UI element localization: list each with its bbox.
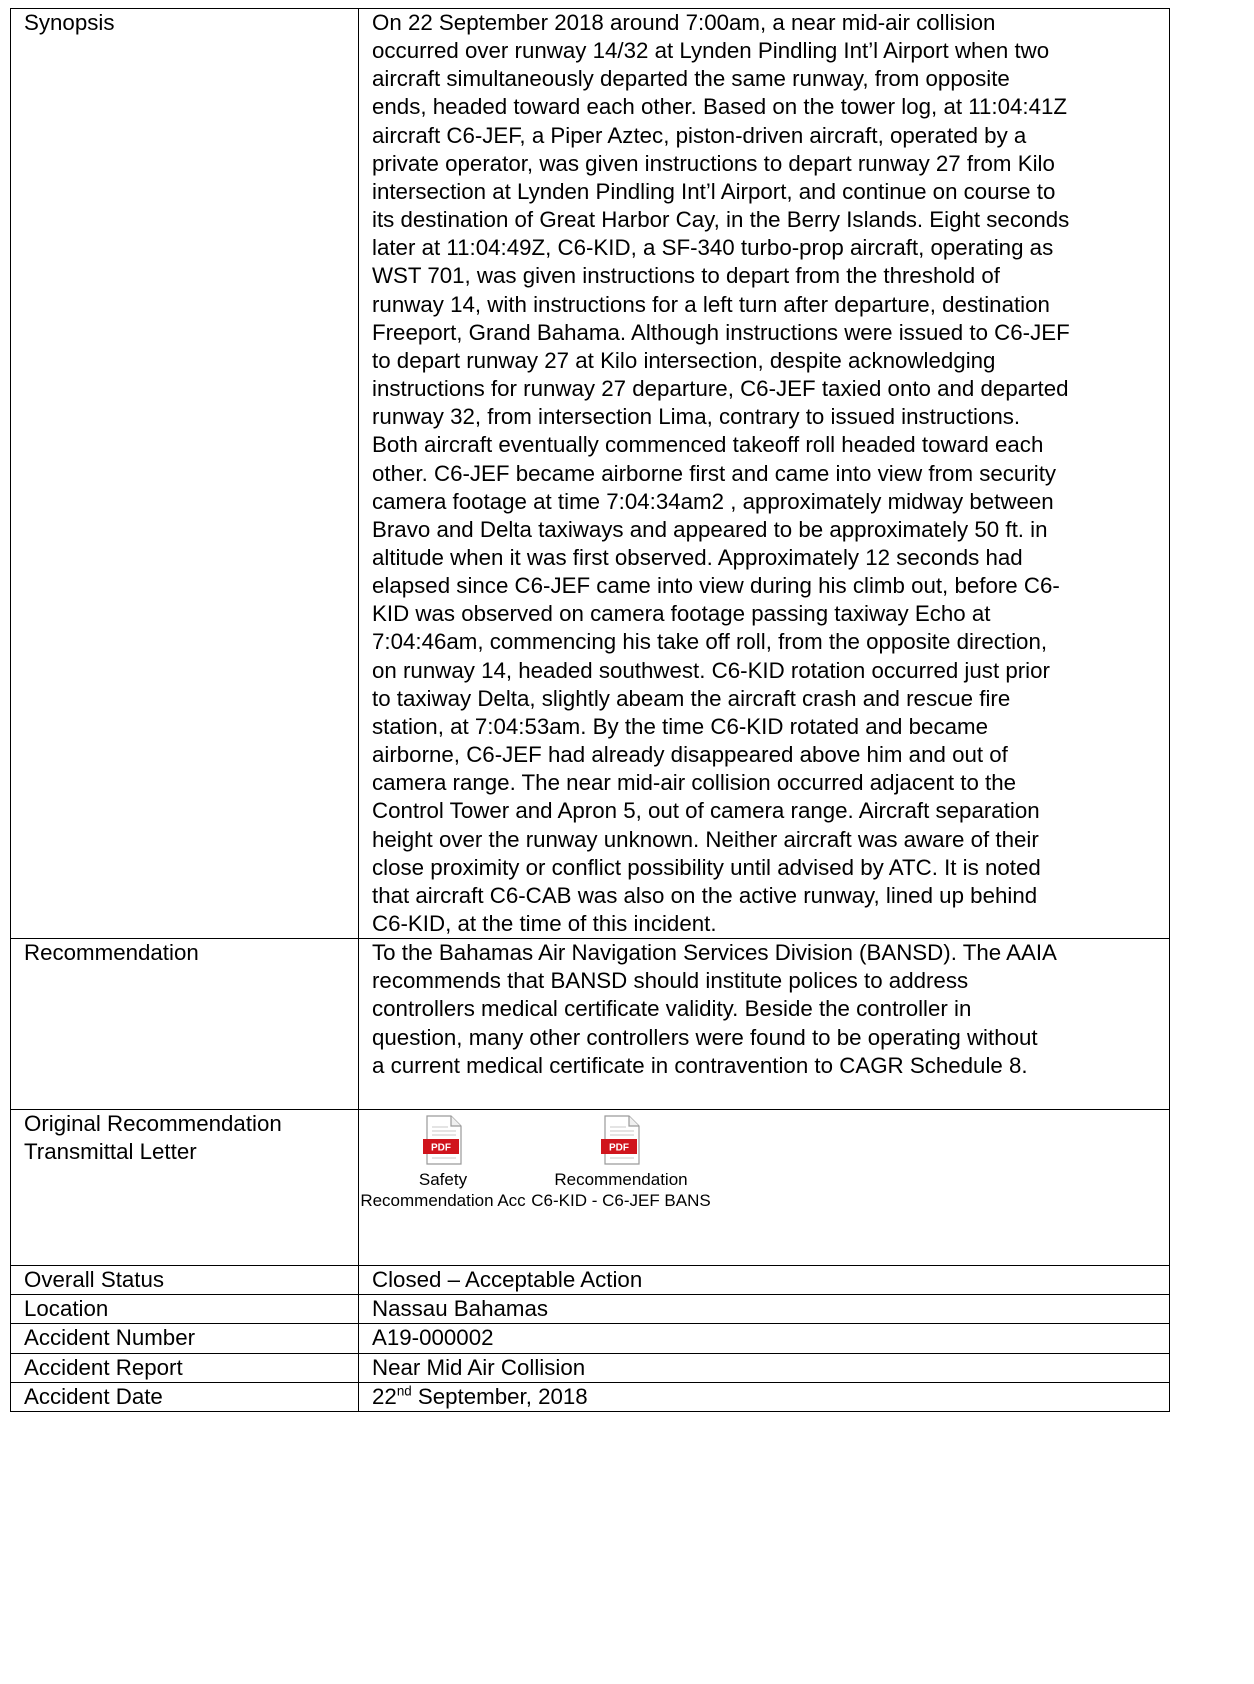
accident-date-suffix: nd (396, 1383, 412, 1399)
accident-date-day: 22 (372, 1383, 397, 1409)
attachment-name-line2: C6-KID - C6-JEF BANS (531, 1191, 711, 1211)
accident-number-label: Accident Number (11, 1324, 359, 1353)
recommendation-letter-attachment[interactable] (511, 1111, 731, 1211)
transmittal-label-line1: Original Recommendation (24, 1111, 282, 1137)
synopsis-row (11, 9, 1170, 939)
accident-report-label: Accident Report (11, 1353, 359, 1382)
location-value: Nassau Bahamas (359, 1295, 1170, 1324)
accident-report-row (11, 1353, 1170, 1382)
transmittal-label (11, 1110, 359, 1266)
svg-text:PDF: PDF (431, 1142, 451, 1154)
svg-text:PDF: PDF (609, 1142, 629, 1154)
synopsis-text: On 22 September 2018 around 7:00am, a near mid-air collision occurred over runway 14/32 at Lynden Pindling Int’l Airport when two aircraft simultaneously departed the same runway, from opposite ends, headed toward each other. Based on the tower log, at 11:04:41Z aircraft C6-JEF, a Piper Aztec, piston-driven aircraft, operated by a private operator, was given instructions to depart runway 27 from Kilo intersection at Lynden Pindling Int’l Airport, and continue on course to its destination of Great Harbor Cay, in the Berry Islands. Eight seconds later at 11:04:49Z, C6-KID, a SF-340 turbo-prop aircraft, operating as WST 701, was given instructions to depart from the threshold of runway 14, with instructions for a left turn after departure, destination Freeport, Grand Bahama. Although instructions were issued to C6-JEF to depart runway 27 at Kilo intersection, despite acknowledging instructions for runway 27 departure, C6-JEF taxied onto and departed runway 32, from intersection Lima, contrary to issued instructions. Both aircraft eventually commenced takeoff roll headed toward each other. C6-JEF became airborne first and came into view from security camera footage at time 7:04:34am2 , approximately midway between Bravo and Delta taxiways and appeared to be approximately 50 ft. in altitude when it was first observed. Approximately 12 seconds had elapsed since C6-JEF came into view during his climb out, before C6- KID was observed on camera footage passing taxiway Echo at 7:04:46am, commencing his take off roll, from the opposite direction, on runway 14, headed southwest. C6-KID rotation occurred just prior to taxiway Delta, slightly abeam the aircraft crash and rescue fire station, at 7:04:53am. By the time C6-KID rotated and became airborne, C6-JEF had already disappeared above him and out of camera range. The near mid-air collision occurred adjacent to the Control Tower and Apron 5, out of camera range. Aircraft separation height over the runway unknown. Neither aircraft was aware of their close proximity or conflict possibility until advised by ATC. It is noted that aircraft C6-CAB was also on the active runway, lined up behind C6-KID, at the time of this incident. (359, 9, 1170, 939)
attachment-list (360, 1110, 1162, 1211)
pdf-file-icon (599, 1115, 643, 1165)
safety-recommendation-attachment[interactable] (359, 1111, 527, 1211)
recommendation-record-table (10, 8, 1170, 1412)
overall-status-row (11, 1266, 1170, 1295)
location-row (11, 1295, 1170, 1324)
accident-date-label: Accident Date (11, 1382, 359, 1411)
accident-number-value: A19-000002 (359, 1324, 1170, 1353)
accident-date-value (359, 1382, 1170, 1411)
recommendation-label: Recommendation (11, 939, 359, 1110)
transmittal-label-line2: Transmittal Letter (24, 1139, 197, 1165)
accident-date-row (11, 1382, 1170, 1411)
recommendation-text: To the Bahamas Air Navigation Services Division (BANSD). The AAIA recommends that BANSD should institute polices to address controllers medical certificate validity. Beside the controller in question, many other controllers were found to be operating without a current medical certificate in contravention to CAGR Schedule 8. (359, 939, 1170, 1110)
overall-status-value: Closed – Acceptable Action (359, 1266, 1170, 1295)
transmittal-attachments (359, 1110, 1170, 1266)
location-label: Location (11, 1295, 359, 1324)
attachment-name-line2: Recommendation Acc (360, 1191, 526, 1211)
pdf-file-icon (421, 1115, 465, 1165)
synopsis-label: Synopsis (11, 9, 359, 939)
transmittal-row (11, 1110, 1170, 1266)
accident-report-value: Near Mid Air Collision (359, 1353, 1170, 1382)
recommendation-row (11, 939, 1170, 1110)
overall-status-label: Overall Status (11, 1266, 359, 1295)
accident-date-rest: September, 2018 (411, 1383, 588, 1409)
attachment-name-line1: Recommendation (554, 1170, 688, 1190)
accident-number-row (11, 1324, 1170, 1353)
attachment-name-line1: Safety (418, 1170, 468, 1190)
